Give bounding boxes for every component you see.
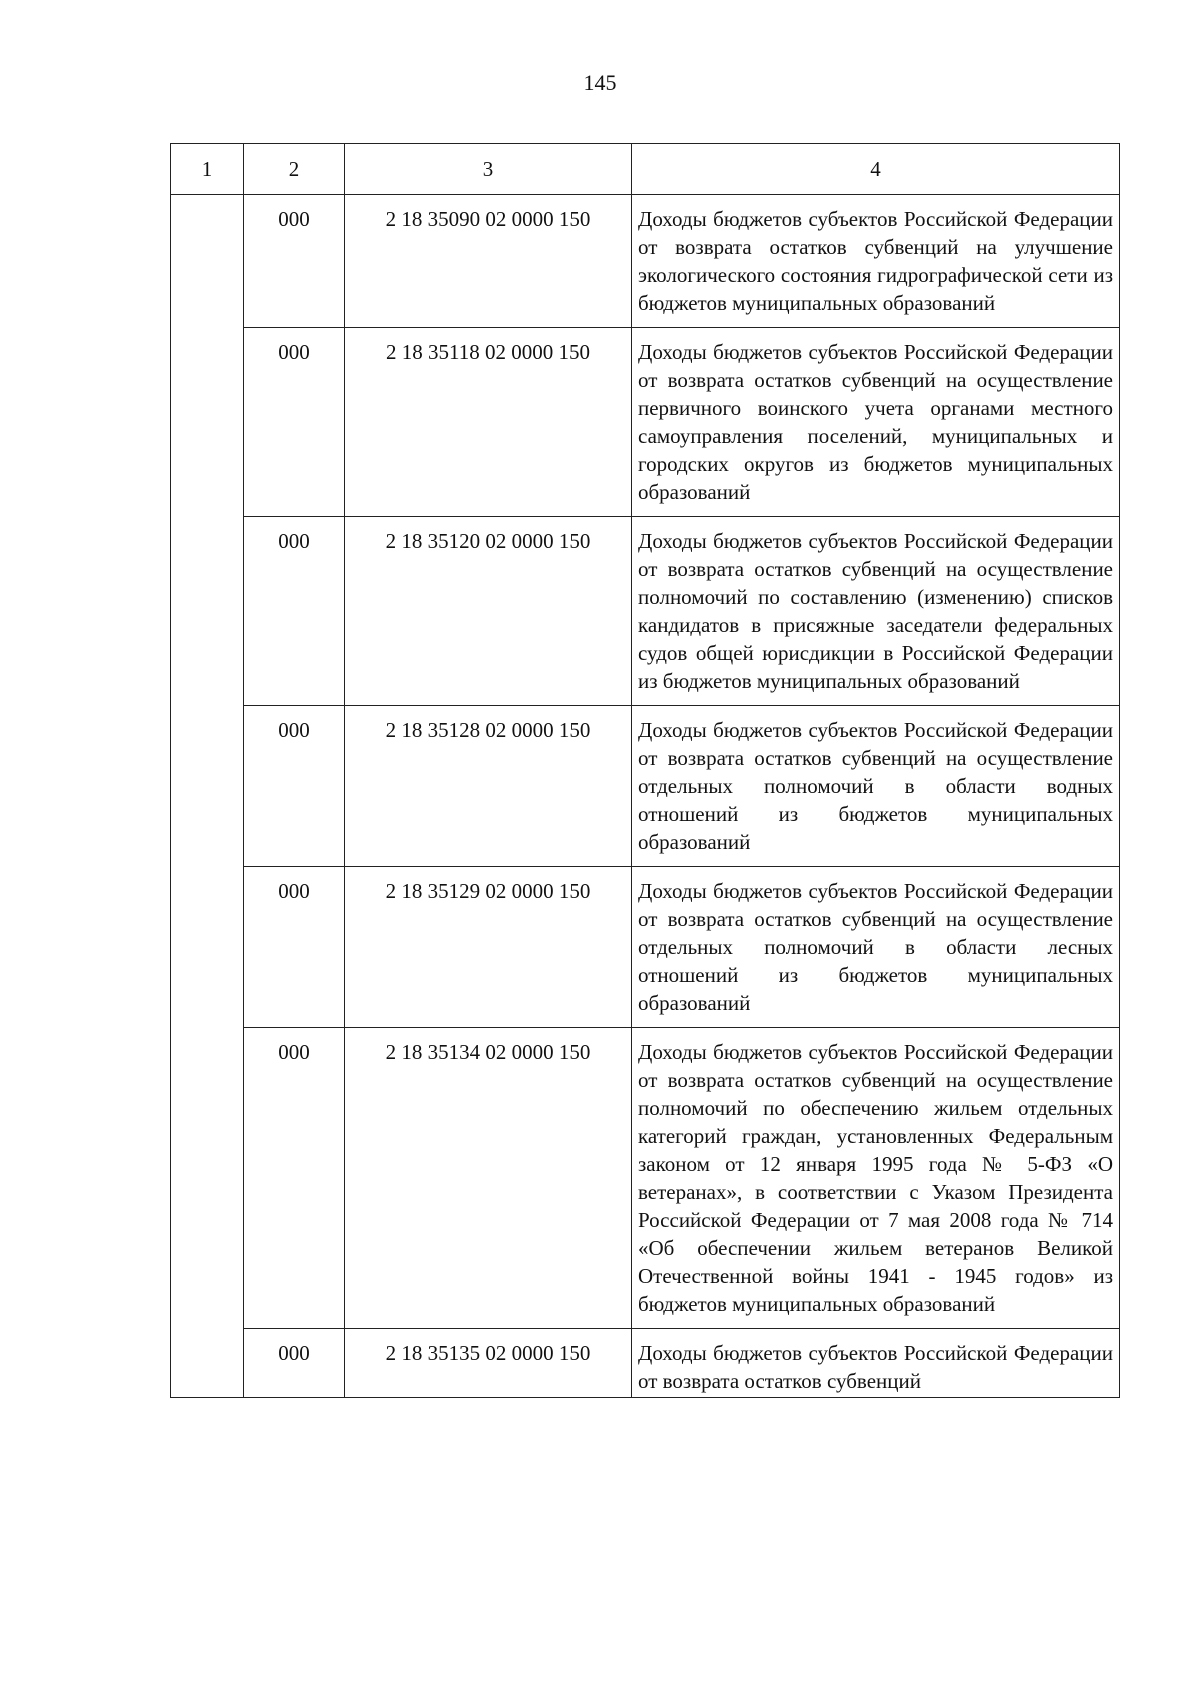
- budget-classification-code-cell: 2 18 35129 02 0000 150: [345, 867, 632, 1028]
- revenue-description-cell: Доходы бюджетов субъектов Российской Федерации от возврата остатков субвенций на осуществление отдельных полномочий в области лесных отношений из бюджетов муниципальных образований: [632, 867, 1120, 1028]
- admin-code-cell: 000: [244, 1028, 345, 1329]
- admin-code-cell: 000: [244, 195, 345, 328]
- table-row: [171, 517, 1120, 706]
- revenue-description-cell: Доходы бюджетов субъектов Российской Федерации от возврата остатков субвенций на осуществление отдельных полномочий в области водных отношений из бюджетов муниципальных образований: [632, 706, 1120, 867]
- admin-code-cell: 000: [244, 867, 345, 1028]
- table-row: [171, 1028, 1120, 1329]
- admin-code-cell: 000: [244, 706, 345, 867]
- table-header-row: [171, 144, 1120, 195]
- budget-classification-code-cell: 2 18 35134 02 0000 150: [345, 1028, 632, 1329]
- admin-code-cell: 000: [244, 517, 345, 706]
- revenue-description-cell: Доходы бюджетов субъектов Российской Федерации от возврата остатков субвенций: [632, 1329, 1120, 1398]
- table-row: [171, 1329, 1120, 1398]
- table-row: [171, 867, 1120, 1028]
- budget-classification-code-cell: 2 18 35120 02 0000 150: [345, 517, 632, 706]
- table-row: [171, 328, 1120, 517]
- column-header-4: 4: [632, 144, 1120, 195]
- budget-classification-code-cell: 2 18 35128 02 0000 150: [345, 706, 632, 867]
- budget-classification-code-cell: 2 18 35135 02 0000 150: [345, 1329, 632, 1398]
- revenue-description-cell: Доходы бюджетов субъектов Российской Федерации от возврата остатков субвенций на осуществление первичного воинского учета органами местного самоуправления поселений, муниципальных и городских округов из бюджетов муниципальных образований: [632, 328, 1120, 517]
- budget-classification-code-cell: 2 18 35090 02 0000 150: [345, 195, 632, 328]
- budget-classification-code-cell: 2 18 35118 02 0000 150: [345, 328, 632, 517]
- revenue-description-cell: Доходы бюджетов субъектов Российской Федерации от возврата остатков субвенций на осуществление полномочий по обеспечению жильем отдельных категорий граждан, установленных Федеральным законом от 12 января 1995 года № 5-ФЗ «О ветеранах», в соответствии с Указом Президента Российской Федерации от 7 мая 2008 года № 714 «Об обеспечении жильем ветеранов Великой Отечественной войны 1941 - 1945 годов» из бюджетов муниципальных образований: [632, 1028, 1120, 1329]
- revenue-description-cell: Доходы бюджетов субъектов Российской Федерации от возврата остатков субвенций на осуществление полномочий по составлению (изменению) списков кандидатов в присяжные заседатели федеральных судов общей юрисдикции в Российской Федерации из бюджетов муниципальных образований: [632, 517, 1120, 706]
- budget-revenue-table: [170, 143, 1120, 1398]
- admin-code-cell: 000: [244, 1329, 345, 1398]
- column-header-3: 3: [345, 144, 632, 195]
- empty-column-1-cell: [171, 195, 244, 1398]
- page-number: 145: [583, 70, 617, 95]
- table-row: [171, 195, 1120, 328]
- column-header-2: 2: [244, 144, 345, 195]
- admin-code-cell: 000: [244, 328, 345, 517]
- table-row: [171, 706, 1120, 867]
- column-header-1: 1: [171, 144, 244, 195]
- revenue-description-cell: Доходы бюджетов субъектов Российской Федерации от возврата остатков субвенций на улучшение экологического состояния гидрографической сети из бюджетов муниципальных образований: [632, 195, 1120, 328]
